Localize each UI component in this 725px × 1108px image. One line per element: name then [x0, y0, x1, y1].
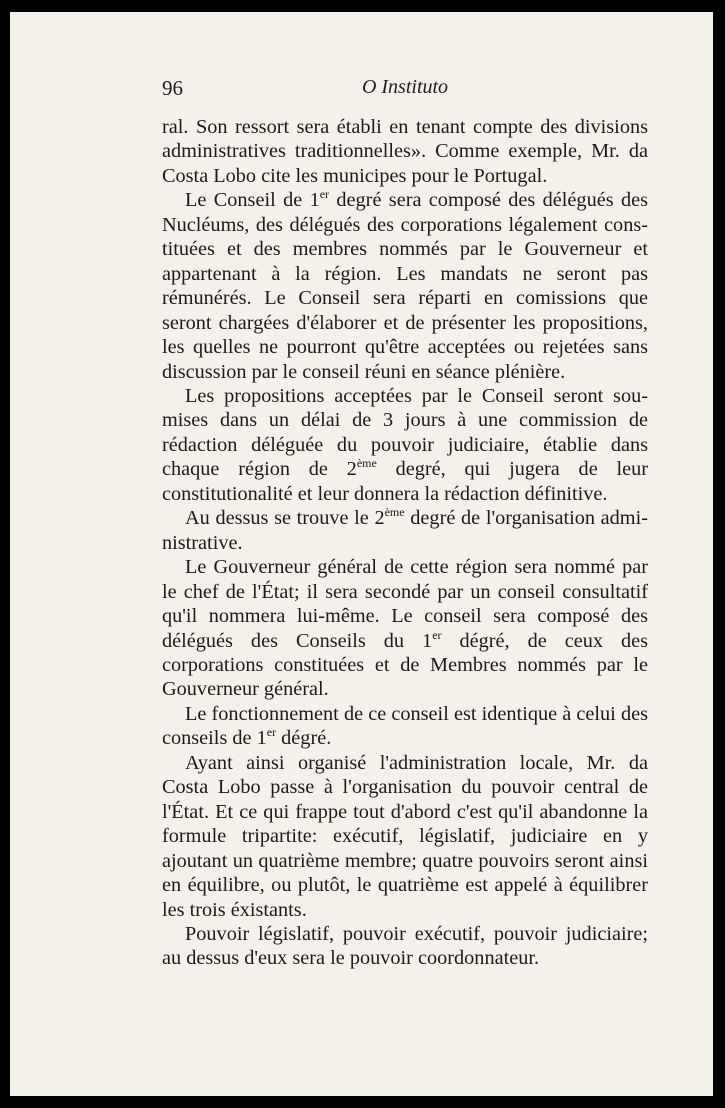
paragraph — [162, 702, 648, 751]
book-page — [10, 12, 713, 1096]
page-number: 96 — [162, 76, 183, 100]
text-run: dégré. — [276, 727, 332, 750]
paragraph — [162, 384, 648, 506]
text-run: Le Gouverneur général de cette région sera nommé par le chef de l'État; il sera secondé par un conseil consultatif qu'il nommera lui-même. Le conseil sera composé des délégués des Conseils du 1 — [162, 556, 648, 652]
superscript: er — [319, 187, 330, 202]
paragraph — [162, 751, 648, 922]
text-run: degré sera composé des délégués des Nucléums, des délégués des corporations légalement constituées et des membres nommés par le Gouverneur et appartenant à la région. Les mandats ne seront pas rémunérés. Le Conseil sera réparti en comissions que seront chargées d'élaborer et de présenter les propositions, les quelles ne pourront qu'être acceptées ou rejetées sans discussion par le conseil réuni en séance plénière. — [162, 189, 648, 383]
body-text — [162, 115, 648, 970]
superscript: ème — [356, 456, 377, 471]
text-run: Les propositions acceptées par le Conseil seront soumises dans un délai de 3 jours à une commission de rédaction déléguée du pouvoir judiciaire, établie dans chaque région de 2 — [162, 384, 648, 481]
text-run: degré de l'organisation administrative. — [162, 507, 648, 554]
text-run: Le Conseil de 1 — [185, 189, 320, 212]
page-header — [162, 76, 648, 104]
text-run: ral. Son ressort sera établi en tenant compte des divisions administratives traditionnelles». Comme exemple, Mr. da Costa Lobo cite les municipes pour le Portugal. — [162, 116, 648, 187]
text-run: Au dessus se trouve le 2 — [185, 507, 385, 530]
paragraph — [162, 506, 648, 555]
paragraph — [162, 188, 648, 384]
superscript: ème — [384, 505, 405, 520]
text-run: degré, qui jugera de leur constitutionalité et leur donnera la rédaction définitive. — [162, 458, 648, 505]
paragraph — [162, 555, 648, 702]
superscript: er — [432, 627, 442, 642]
paragraph — [162, 115, 648, 188]
text-run: Ayant ainsi organisé l'administration locale, Mr. da Costa Lobo passe à l'organisation du pouvoir central de l'État. Et ce qui frappe tout d'abord c'est qu'il abandonne la formule tripartite: exécutif, législatif, judiciaire en y ajoutant un quatrième membre; quatre pouvoirs seront ainsi en équilibre, ou plutôt, le quatrième est appelé à équilibrer les trois éxistants. — [162, 751, 648, 921]
text-run: dégré, de ceux des corporations constituées et de Membres nommés par le Gouverneur général. — [162, 629, 648, 701]
text-run: Pouvoir législatif, pouvoir exécutif, pouvoir judiciaire; au dessus d'eux sera le pouvoir coordonnateur. — [162, 922, 648, 970]
text-run: Le fonctionnement de ce conseil est identique à celui des conseils de 1 — [162, 702, 648, 750]
superscript: er — [266, 725, 277, 740]
paragraph — [162, 922, 648, 971]
running-title: O Instituto — [361, 76, 449, 98]
